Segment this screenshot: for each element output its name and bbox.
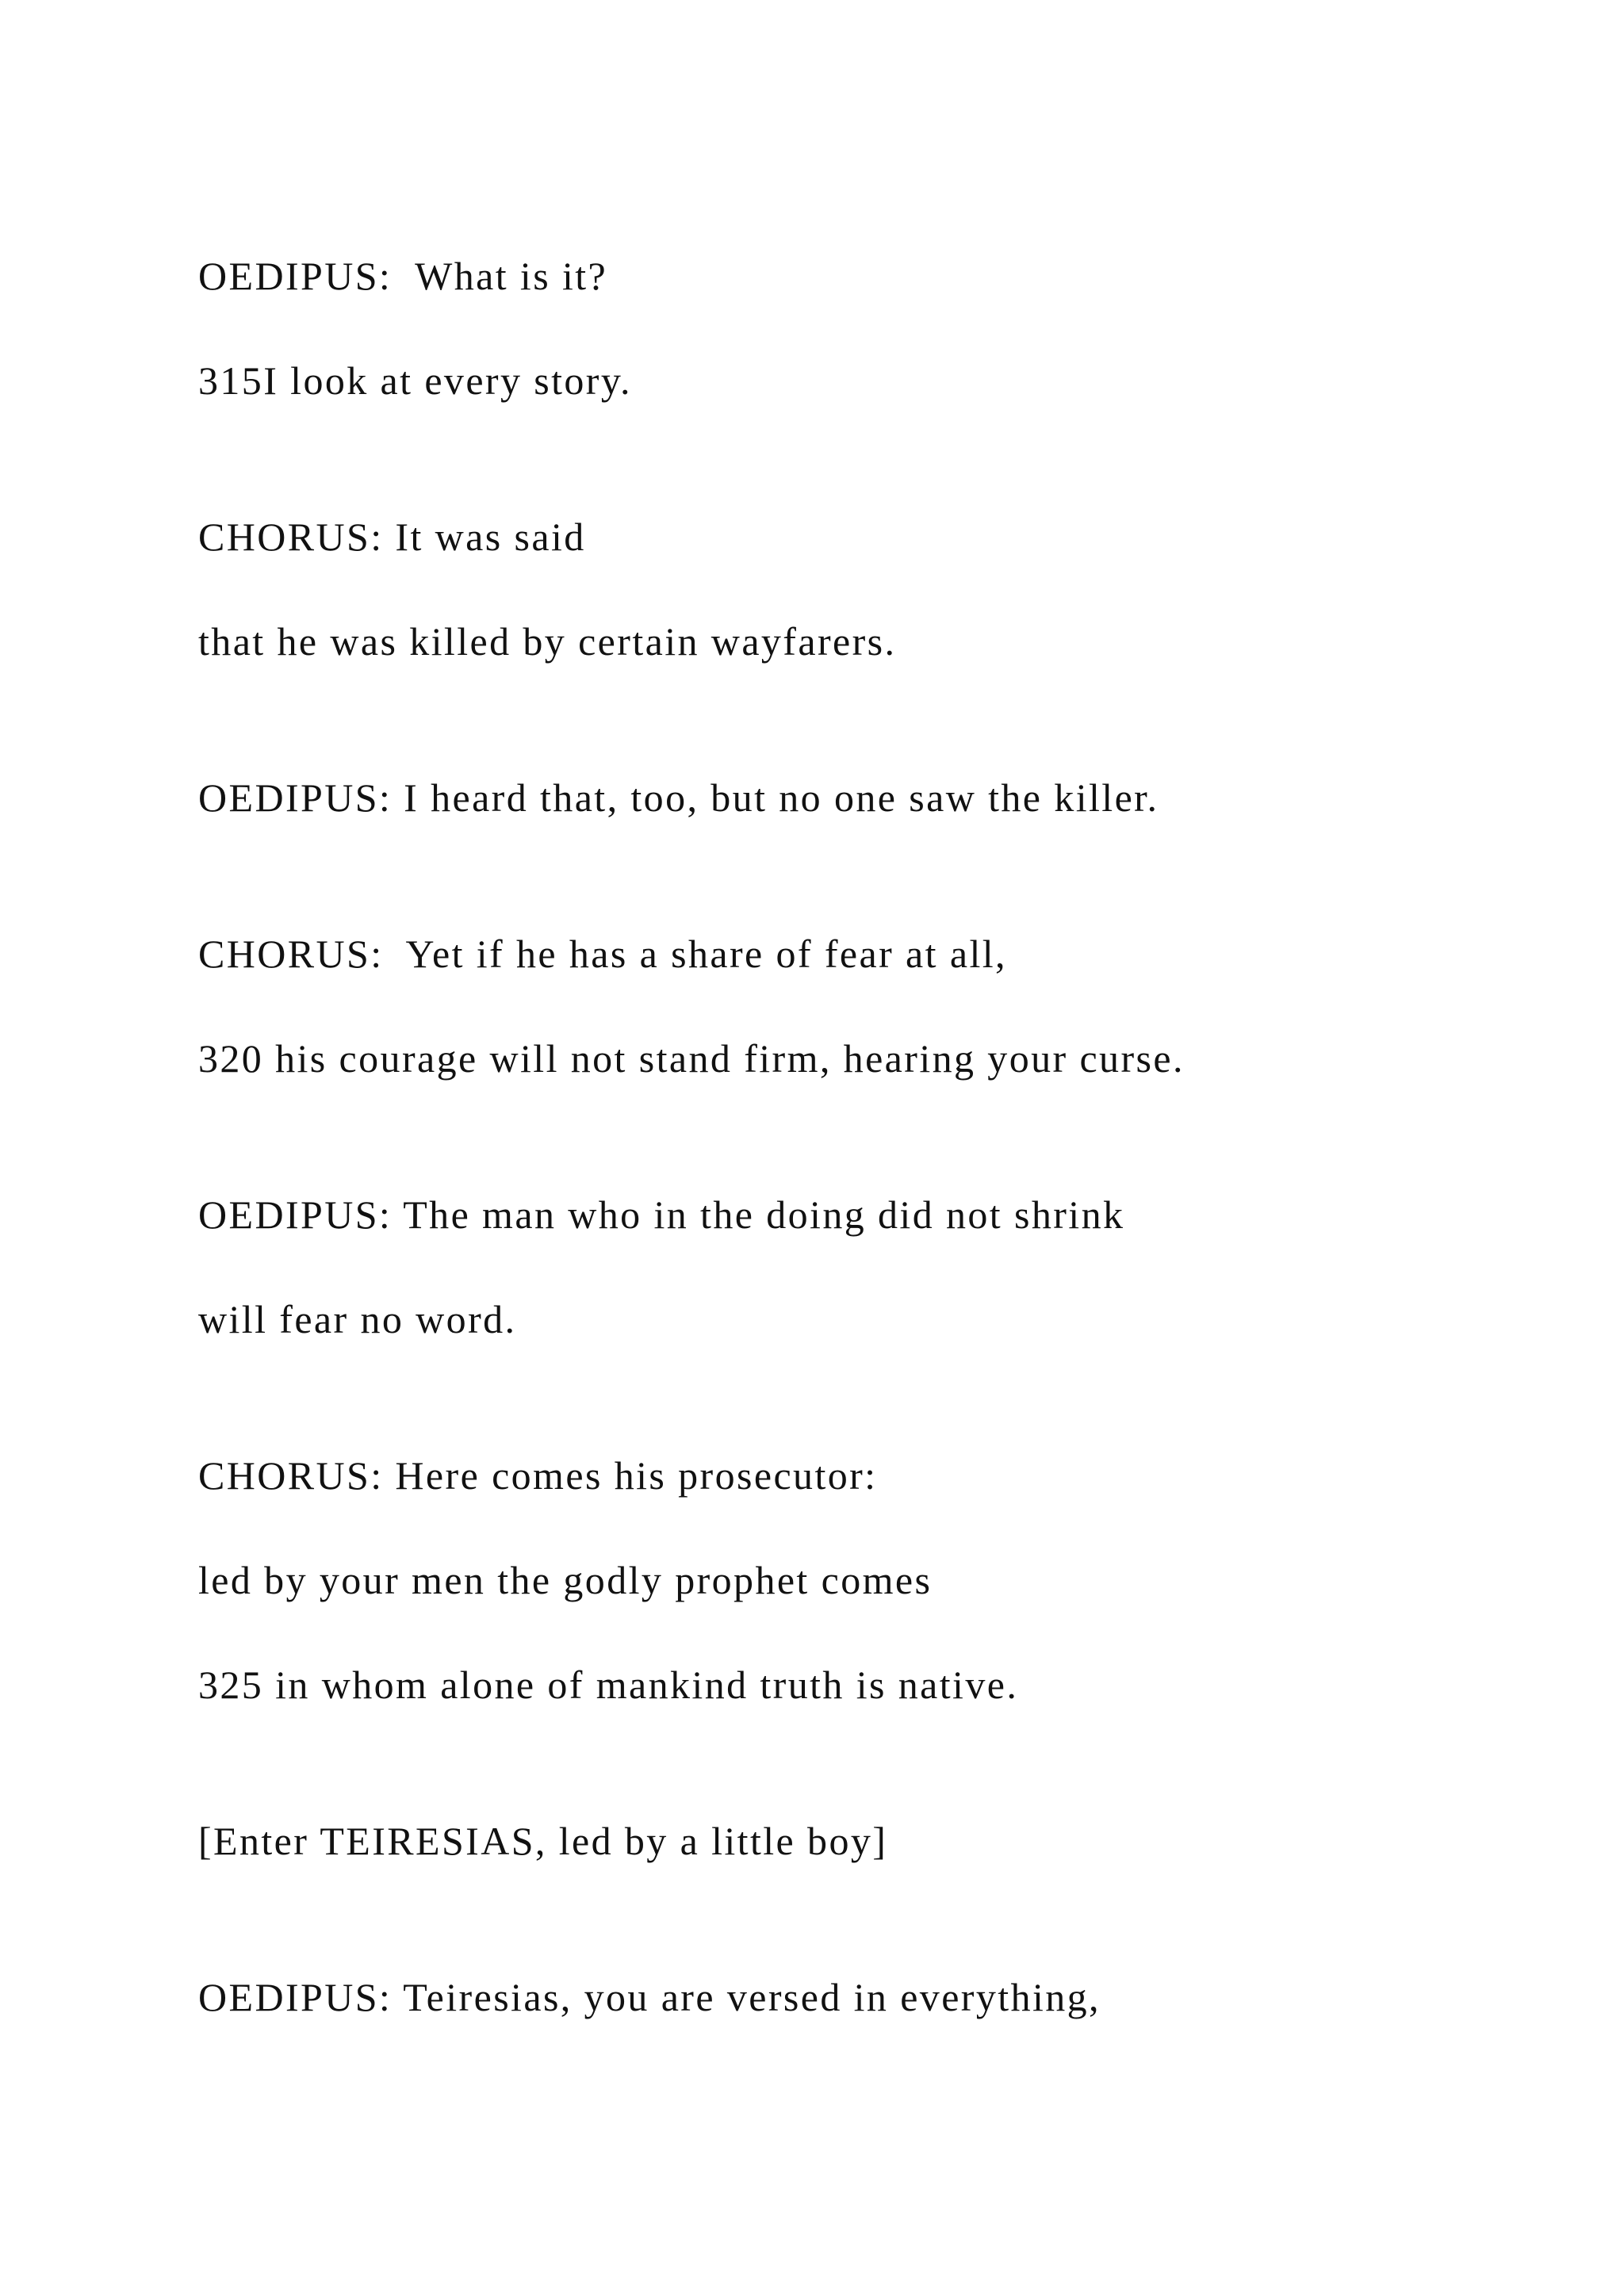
- text-line: that he was killed by certain wayfarers.: [198, 619, 897, 664]
- text-line: CHORUS: Here comes his prosecutor:: [198, 1453, 878, 1498]
- text-line: CHORUS: Yet if he has a share of fear at all,: [198, 932, 1007, 976]
- text-line: [Enter TEIRESIAS, led by a little boy]: [198, 1819, 888, 1863]
- text-line: OEDIPUS: The man who in the doing did not shrink: [198, 1192, 1125, 1237]
- text-line: 325 in whom alone of mankind truth is native.: [198, 1663, 1019, 1707]
- text-line: 315I look at every story.: [198, 358, 632, 403]
- text-line: OEDIPUS: Teiresias, you are versed in everything,: [198, 1975, 1101, 2019]
- text-line: will fear no word.: [198, 1297, 517, 1341]
- text-line: OEDIPUS: What is it?: [198, 254, 608, 298]
- text-line: OEDIPUS: I heard that, too, but no one saw the killer.: [198, 775, 1159, 820]
- text-line: 320 his courage will not stand firm, hearing your curse.: [198, 1036, 1185, 1081]
- text-line: CHORUS: It was said: [198, 515, 586, 559]
- text-line: led by your men the godly prophet comes: [198, 1558, 933, 1602]
